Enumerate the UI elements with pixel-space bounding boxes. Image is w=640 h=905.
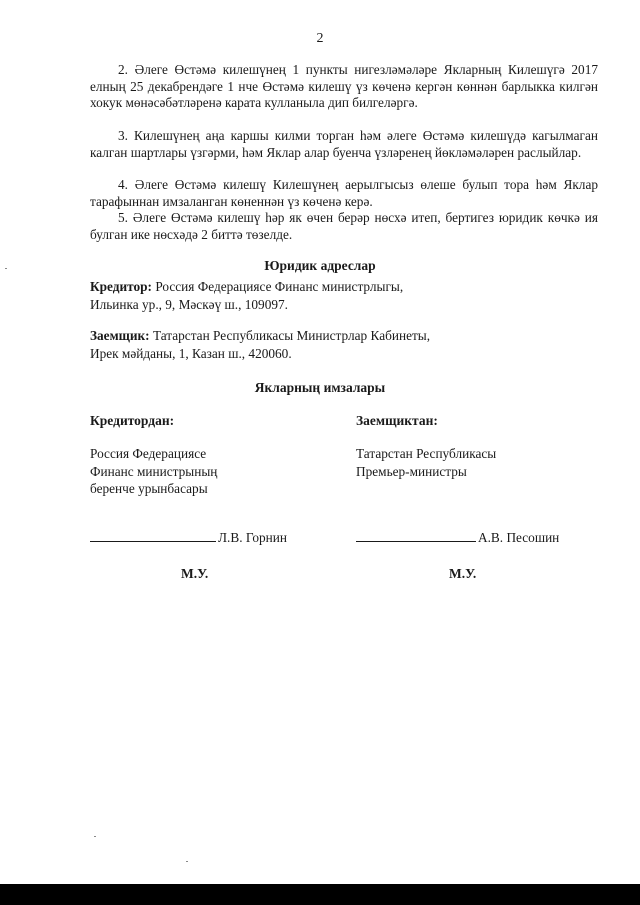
creditor-line2: Ильинка ур., 9, Мәскәү ш., 109097. — [90, 297, 288, 312]
borrower-seal-place: М.У. — [449, 566, 477, 581]
borrower-signatory-title — [356, 445, 496, 480]
borrower-signature-line — [356, 530, 559, 546]
scan-speck — [94, 836, 96, 837]
page-number: 2 — [316, 31, 324, 46]
creditor-seal-place: М.У. — [181, 566, 209, 581]
creditor-label: Кредитор: — [90, 279, 152, 294]
signature-blank — [356, 540, 476, 542]
borrower-address — [90, 327, 610, 363]
borrower-title-line2: Премьер-министры — [356, 463, 467, 479]
scan-speck — [186, 861, 188, 862]
creditor-signatory-name: Л.В. Горнин — [218, 530, 288, 545]
signatures-heading: Якларның имзалары — [254, 380, 386, 395]
creditor-address — [90, 278, 610, 314]
creditor-line1: Россия Федерациясе Финанс министрлыгы, — [155, 279, 404, 294]
borrower-side-heading: Заемщиктан: — [356, 413, 438, 428]
scan-speck — [5, 268, 7, 269]
borrower-signatory-name: А.В. Песошин — [478, 530, 560, 545]
paragraph-4: 4. Әлеге Өстәмә килешү Килешүнең аерылгысыз өлеше булып тора һәм Яклар тарафыннан имзаланган көненнән үз көченә керә. — [90, 177, 598, 209]
creditor-signature-line — [90, 530, 287, 546]
paragraph-5: 5. Әлеге Өстәмә килешү һәр як өчен берәр нөсхә итеп, бертигез юридик көчкә ия булган ике нөсхәдә 2 биттә төзелде. — [90, 210, 598, 242]
creditor-signatory-title — [90, 445, 217, 498]
legal-addresses-heading: Юридик адреслар — [264, 258, 376, 273]
borrower-line1: Татарстан Республикасы Министрлар Кабинеты, — [152, 328, 431, 343]
creditor-side-heading: Кредитордан: — [90, 413, 175, 428]
paragraph-3: 3. Килешүнең аңа каршы килми торган һәм әлеге Өстәмә килешүдә кагылмаган калган шартлары үзгәрми, һәм Яклар алар буенча үзләренең йөкләмәләрен раслыйлар. — [90, 128, 598, 160]
signature-blank — [90, 540, 216, 542]
borrower-label: Заемщик: — [90, 328, 150, 343]
borrower-line2: Ирек мәйданы, 1, Казан ш., 420060. — [90, 346, 292, 361]
scan-bottom-border — [0, 884, 640, 905]
creditor-title-line2: Финанс министрының — [90, 463, 218, 479]
creditor-title-line3: беренче урынбасары — [90, 481, 208, 496]
borrower-title-line1: Татарстан Республикасы — [356, 446, 497, 461]
creditor-title-line1: Россия Федерациясе — [90, 446, 207, 461]
paragraph-2: 2. Әлеге Өстәмә килешүнең 1 пункты нигезләмәләре Якларның Килешүгә 2017 елның 25 декабрендәге 1 нче Өстәмә килешү үз көченә кергән көннән барлыкка килгән хокук мөнәсәбәтләренә карата кулланыла дип билгеләргә. — [90, 62, 598, 110]
